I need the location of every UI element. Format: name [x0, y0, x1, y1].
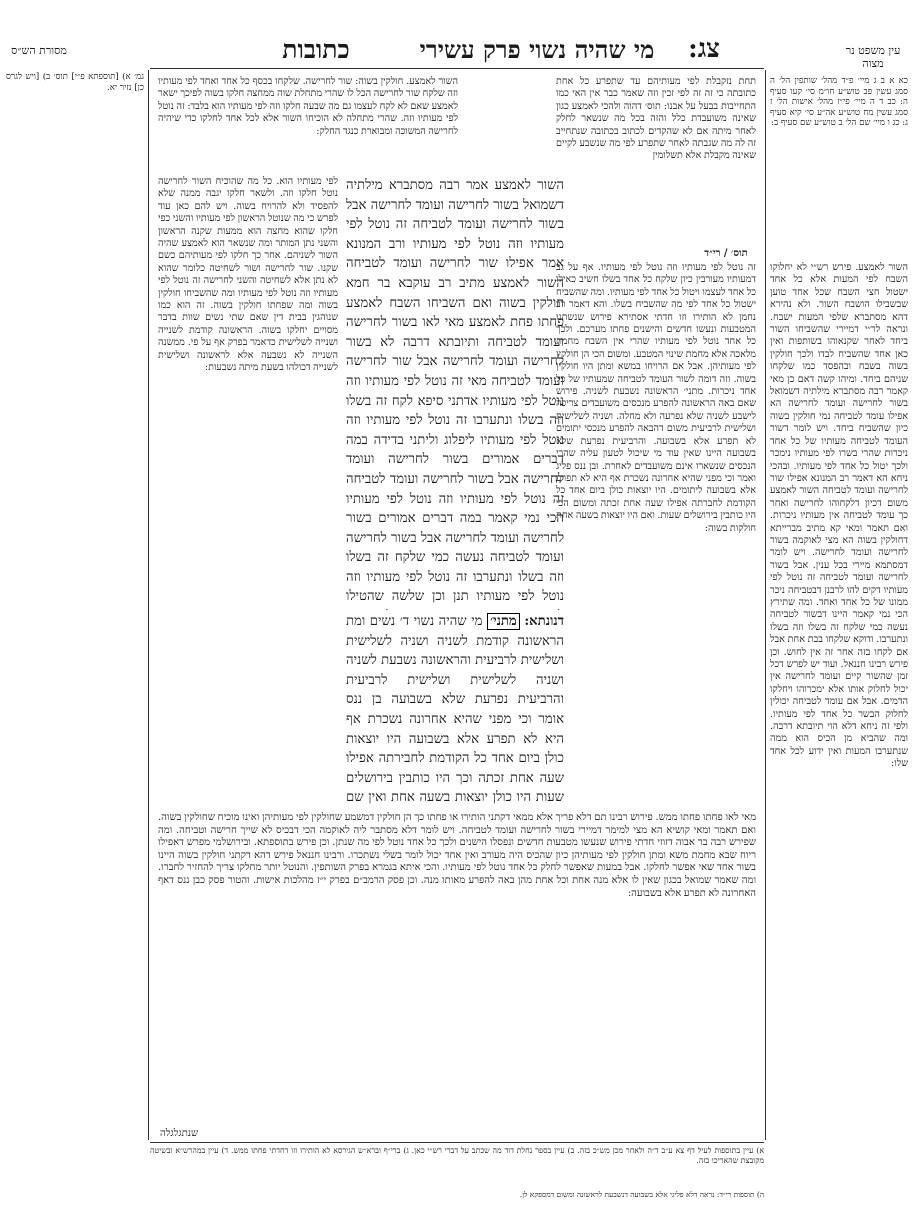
ein-mishpat-notes: כא א ב ג מיי׳ פ״ד מהל׳ שותפין הל׳ ה סמג עשין פב טוש״ע חו״מ סי׳ קעו סעיף ה: כב ד ה מיי׳ פי״ז מהל׳ אישות הל׳ ז סמג עשין מח טוש״ע אה״ע סי׳ קיא סעיף ג: כג ו מיי׳ שם הל׳ ב טוש״ע שם סעיף ב: [770, 76, 908, 129]
mishnah-block [346, 612, 564, 804]
rashi-top: השור לאמצע. חולקין בשוה: שור לחרישה. שלקחו בכסף כל אחד ואחד לפי מעותיו וזה שלקח שור לחרישה הכל לו שהרי מתחלת שוה ממחצה חלקו בשוה לפיכך ישאר לאמצע שאם לא לקח לעצמו גם מה שבעה חלקו וזה לפי מעותיו הוא בלבד: זה נוטל לפי מעותיו וזה. שהרי מתחלה לא הוכיחו השור אלא לכל אחד לחלקו כדי שיהיה לחרישה המשוכה ומבוארת כנגד החלק: [158, 76, 458, 137]
mishnah-prefix: דנונתא: [524, 614, 564, 629]
footnote-rule [150, 1142, 764, 1143]
gemara-top-commentary: תחת נזקבלת לפי מעותיהם עד שתפרע כל אחת כתובתה כי זה זה לפי זכין וזה שאמר כבר אין האי כמו התחייבות בבעל על אבנו: תוס׳ דהוה ולהכי לאמצע כגון שאינה משועבדת כלל והזה בכל מה שנשאר לחלק לאחר מיתה אם לא שהקדים לכתוב בכתובה שנתחייב זה לה מה שגבתה לאחר שתפרע לפי מה שנשבע לקיים שאינה מקבלת אלא תשלומין [556, 76, 756, 162]
tosfos-right-column: השור לאמצע. פירש רש״י לא יחלוקו השבח לפי המעות אלא כל אחד ישטול חצי השבח שכל אחד טוען שבשבילו הושבח השור. ולא נהירא דהא מסתברא שלפי המעות ישבח. ונראה לר״י דמיירי שהשביחו השור ביחד לאחר שקנאוהו בשותפות ואין כאן אחד שהשביח לבדו ולכך חולקין בשוה בשבח ובהפסד כמו שלקחו שניהם ביחד. ומיהו קשה דאם כן מאי קאמר רבה מסתברא מילתיה דשמואל בשור לחרישה ועומד לחרישה הא אפילו עומד לטביחה נמי חולקין בשוה כיון שהשביח ביחד. ויש לומר דשור העומד לטביחה מעותיו של כל אחד ניכרות שהרי בשרו לפי מעותיו נימכר ולכך יטול כל אחד לפי מעותיו. ובהכי ניחא הא דאמר רב המנונא אפילו שור לחרישה ועומד לטביחה השור לאמצע משום דכיון דלקחוהו לחרישה ואחר כך עומד לטביחה אין מעותיו ניכרות. ואם תאמר ומאי קא מתיב מברייתא דחולקין בשוה הא מצי לאוקמה בשור לחרישה ועומד לחרישה. ויש לומר דמסתמא מיירי בכל ענין. אבל בשור לחרישה ועומד לטביחה זה נוטל לפי מעותיו דקים להו לרבנן דבטביחה ניכר ממונו של כל אחד ואחד. ומה שתירץ הכי נמי קאמר היינו דבשור לטביחה נעשה כמי שלקח זה בשלו וזה בשלו ונתערבו. ודוקא שלקחו בבת אחת אבל אם לקחו בזה אחר זה אין לחוש. וכן פירש רבינו חננאל. ועוד יש לפרש דכל זמן שהשור קיים ועומד לחרישה אין יכול לחלוק אותו אלא ימכרוהו ויחלקו הדמים. אבל אם עומד לטביחה יכולין לחלוק הבשר כל אחד לפי מעותיו. ולפי זה ניחא דלא הוי תיובתא דרבה. ומה שהביא מן הכיס הוא ממה שנתערבו המעות ואין ידוע לכל אחד שלו: [770, 262, 908, 770]
footer-commentary: מאי לאו פחתו פחתו ממש. פירוש רבינו תם דלא פריך אלא ממאי דקתני הותירו או פחתו כך הן חולקין דמשמע שחולקין לפי מעותיהן ואינו מוכיח שחולקין בשוה. ואם תאמר ומאי קושיא הא מצי למימר דמיירי בשור לחרישה ועומד לטביחה. ויש לומר דלא מסתבר ליה לאוקמה הכי דבכיס לא שייך חרישה וטביחה. ומה שפירש רבה בר אבוה דזוזי חדתי פירוש שנעשו מטבעות חדשים ונפסלו הישנים ולכך כל אחד נוטל לפי מה שנתן. וכן פירש בתוספתא. ובירושלמי מפרש דאפילו ריוח שבא מחמת משא ומתן חולקין לפי מעותיהן כיון שהכיס היה מעורב ואין אחד יכול לומר בשלי נשתכרו. ורבינו חננאל פירש דהא דקתני חולקין בשוה היינו בשור אחד שאי אפשר לחלקו. אבל במעות שאפשר לחלק כל אחד נוטל לפי מעותיו. והכי איתא בגמרא בפרק השותפין. והנוטל יותר מחלקו צריך להחזיר לחברו. ומה שאמר שמואל בכגון שאין לו אלא מנה אחת וכל אחת מהן באה להפרע מאותו מנה. וכן פסק הרמב״ם בפרק י״ז מהלכות אישות. והטור פסק כבן ננס דאף האחרונה לא תפרע אלא בשבועה: [158, 812, 756, 899]
tosfos-mid-column: זה נוטל לפי מעותיו וזה נוטל לפי מעותיו. אף על גב דמעותיו מעורבין כיון שלקח כל אחד בשלו חשיב כאילו כל אחד לעצמו ויטול כל אחד לפי מעותיו. ומה שהשביח ישטול כל אחד לפי מה שהשביח בשלו. והא דאמר רב נחמן לא הותירו וזו חדתי אסתירא פירוש שנשתנו המטבעות ונעשו חדשים והישנים פחתו מערכם. ולכך כל אחד נוטל לפי מעותיו שהרי אין השבח מחמת מלאכה אלא מחמת שינוי המטבע. ומשום הכי הן חולקין לפי מעותיהן. אבל אם הרויחו במשא ומתן היו חולקין בשוה. וזה דומה לשור העומד לטביחה שמעותיו של כל אחד ניכרות. מתני׳ הראשונה נשבעת לשניה. פירוש שאם באה הראשונה להפרע מנכסים משועבדים צריכה לישבע לשניה שלא נפרעה ולא מחלה. ושניה לשלישית ושלישית לרביעית משום דהבאה להפרע מנכסי יתומים לא תפרע אלא בשבועה. והרביעית נפרעת שלא בשבועה היינו שאין עוד מי שיכול לטעון עליה שהרי הנכסים שנשארו אינם משועבדים לאחרת. ובן ננס פליג ואמר וכי מפני שהיא אחרונה נשכרת אף היא לא תפרע אלא בשבועה ליתומים. היו יוצאות כולן ביום אחד כל הקודמת לחברתה אפילו שעה אחת זכתה ומשום הכי היו כותבין בירושלים שעות. ואם היו יוצאות בשעה אחת חולקות בשוה: [556, 262, 756, 534]
catchword: שנתגלגלה [160, 1128, 199, 1139]
header-rule [150, 68, 764, 69]
margin-rule-right [765, 70, 766, 1140]
mishnah-text: מי שהיה נשוי ד׳ נשים ומת הראשונה קודמת לשניה ושניה לשלישית ושלישית לרביעית והראשונה נשבעת לשניה ושניה לשלישית ושלישית לרביעית והרביעית נפרעת שלא בשבועה בן ננס אומר וכי מפני שהיא אחרונה נשכרת אף היא לא תפרע אלא בשבועה היו יוצאות כולן ביום אחד כל הקודמת לחבירתה אפילו שעה אחת זכתה וכך היו כותבין בירושלים שעות היו כולן יוצאות בשעה אחת ואין שם [346, 614, 564, 804]
rashi-column: לפי מעותיו הוא. כל מה שהוכיח השור לחרישה נוטל חלקו וזה. ולשאר חלקו יגבה ממנה שלא להפסיד ולא להרויח בשוה. ויש להם כאן עוד לפרש כי מה שנוטל הראשון לפי מעותיו והשני כפי חלקו שהוא מחצה הוא ממעות שקנה הראשון והשני נתן המותר ומה שנשאר הוא לאמצע שהיה השור לשניהם. אחר כך חלקו לפי מעותיהם כשם שקנו. שור לחרישה ושור לשחיטה כלומר שהוא לא נתן אלא לשחיטה והשני לחרישה זה נוטל לפי מעותיו וזה נוטל לפי מעותיו ומה שהשביחו חולקין בשוה ומה שפחתו חולקין בשוה. זה הוא כמו שנוהגין בבית דין שאם שתי נשים שוות בדבר מסויים יחלקו בשוה. הראשונה קודמת לשנייה ושנייה לשלישית כדאמר בפרק אף על פי. ממשנה השנייה לא נשבעה אלא לראשונה ושלישית לשנייה דכולהו בשעת מיתה נשבעות: [158, 176, 338, 374]
page-number: צג: [688, 34, 720, 64]
tosfos-title: תוס׳ / רי״ד [704, 248, 748, 259]
masoret-title: מסורת הש״ס [11, 44, 67, 57]
tractate-title: כתובות [282, 35, 350, 64]
margin-rule-left [148, 70, 149, 1140]
bottom-note: ה) תוספות רי״ד: נראה דלא פליגי אלא בשבועה דנשבעת לראשונה ומשום דמספקא לן. [519, 1190, 764, 1199]
footnotes: א) עיין בתוספות לעיל דף צא ע״ב ד״ה ולאחר מכן מש״כ בזה. ב) עיין בספר נחלת דוד מה שכתב על דברי רש״י כאן. ג) ברי״ף וברא״ש הגירסא לא הותירו וזו דחדתי פחתו ממש. ד) עיין במהרש״א ובשיטה מקובצת שהאריכו בזה. [150, 1146, 764, 1165]
masoret-notes: גמ׳ א) [תוספתא פ״י] תוס׳ ב) [ויש לגרס כן] נזיר יא. [6, 72, 144, 93]
chapter-title: מי שהיה נשוי פרק עשירי [419, 35, 655, 64]
ein-mishpat-title: עין משפט נר מצוה [845, 44, 901, 70]
gemara-main-text: השור לאמצע אמר רבה מסתברא מילתיה דשמואל בשור לחרישה ועומד לחרישה אבל בשור לחרישה ועומד לטביחה זה נוטל לפי מעותיו וזה נוטל לפי מעותיו ורב המנונא אמר אפילו שור לחרישה ועומד לטביחה השור לאמצע מתיב רב עוקבא בר חמא חולקין בשוה ואם השביחו השבח לאמצע פחתו פחת לאמצע מאי לאו בשור לחרישה ועומד לטביחה ותיובתא דרבה לא בשור לחרישה ועומד לחרישה אבל שור לחרישה ועומד לטביחה מאי זה נוטל לפי מעותיו וזה נוטל לפי מעותיו אדתני סיפא לקח זה בשלו וזה בשלו ונתערבו זה נוטל לפי מעותיו וזה נוטל לפי מעותיו ליפלוג וליתני בדידה במה דברים אמורים בשור לחרישה ועומד לחרישה אבל בשור לחרישה ועומד לטביחה זה נוטל לפי מעותיו וזה נוטל לפי מעותיו הכי נמי קאמר במה דברים אמורים בשור לחרישה ועומד לחרישה אבל בשור לחרישה ועומד לטביחה נעשה כמי שלקח זה בשלו וזה בשלו ונתערבו זה נוטל לפי מעותיו וזה נוטל לפי מעותיו תנן וכן שלשה שהטילו [346, 178, 564, 605]
mishnah-label: מתני׳ [487, 613, 520, 630]
